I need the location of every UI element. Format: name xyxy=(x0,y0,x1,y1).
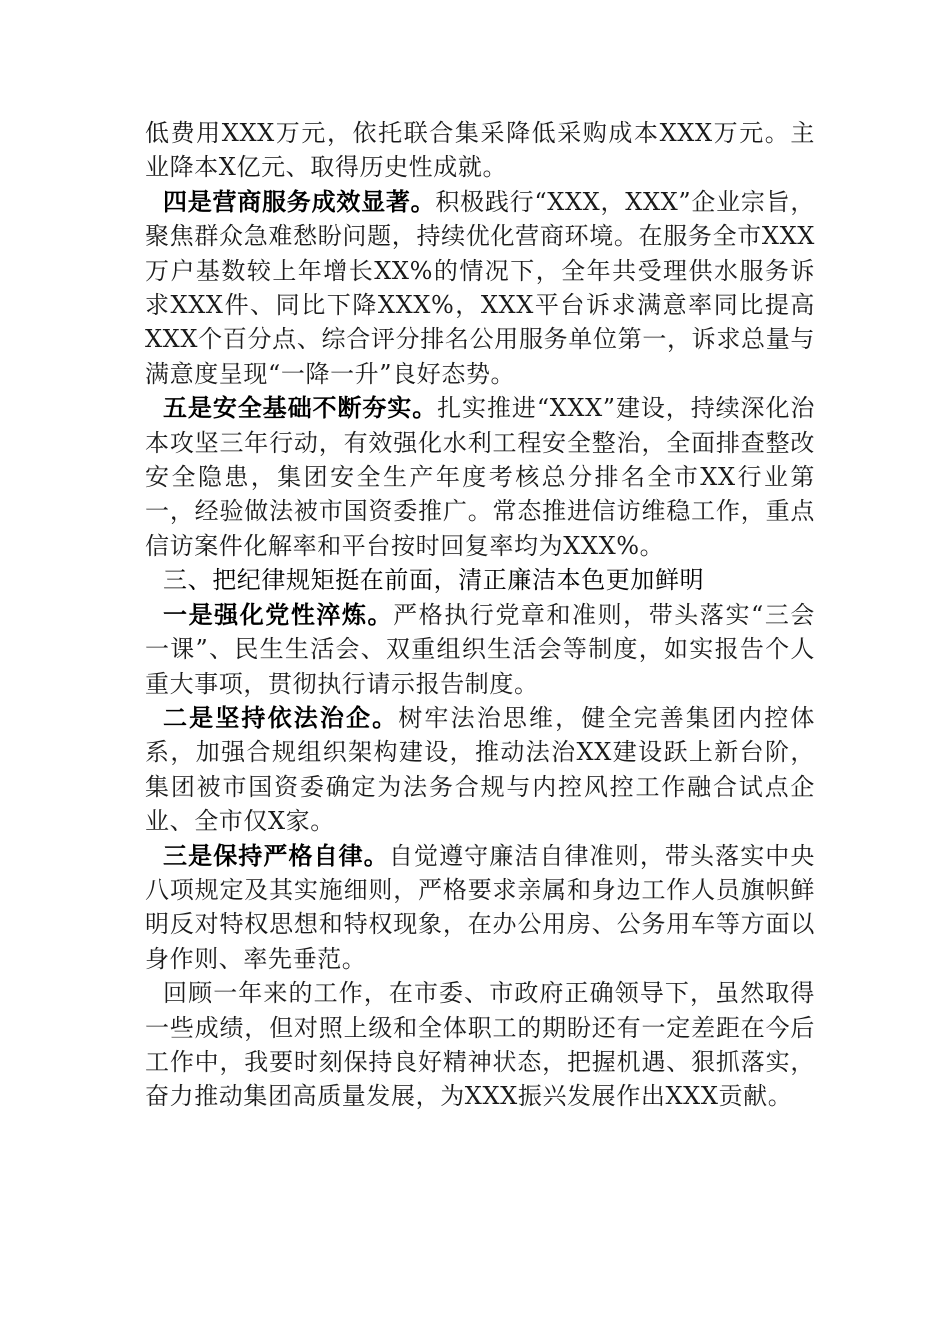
paragraph-lead: 三是保持严格自律。 xyxy=(163,840,389,870)
paragraph-self-discipline xyxy=(145,839,815,977)
paragraph-rule-of-law xyxy=(145,701,815,839)
paragraph-text: 自觉遵守廉洁自律准则，带头落实中央八项规定及其实施细则，严格要求亲属和身边工作人员旗帜鲜明反对特权思想和特权现象，在办公用房、公务用车等方面以身作则、率先垂范。 xyxy=(145,841,816,973)
section-heading xyxy=(145,563,815,597)
paragraph-conclusion xyxy=(145,976,815,1114)
paragraph-lead: 五是安全基础不断夯实。 xyxy=(163,393,438,423)
paragraph-lead: 四是营商服务成效显著。 xyxy=(163,186,436,216)
paragraph-text: 回顾一年来的工作，在市委、市政府正确领导下，虽然取得一些成绩，但对照上级和全体职工的期盼还有一定差距在今后工作中，我要时刻保持良好精神状态，把握机遇、狠抓落实，奋力推动集团高质量发展，为XXX振兴发展作出XXX贡献。 xyxy=(145,979,815,1111)
paragraph-text: 低费用XXX万元，依托联合集采降低采购成本XXX万元。主业降本X亿元、取得历史性成就。 xyxy=(145,119,815,182)
paragraph-party-spirit xyxy=(145,598,815,701)
paragraph-safety-foundation xyxy=(145,391,815,563)
paragraph-lead: 一是强化党性淬炼。 xyxy=(163,599,394,629)
paragraph-text: 积极践行“XXX，XXX”企业宗旨，聚焦群众急难愁盼问题，持续优化营商环境。在服务全市XXX万户基数较上年增长XX%的情况下，全年共受理供水服务诉求XXX件、同比下降XXX%，XXX平台诉求满意率同比提高XXX个百分点、综合评分排名公用服务单位第一，诉求总量与满意度呈现“一降一升”良好态势。 xyxy=(145,187,815,388)
paragraph-lead: 二是坚持依法治企。 xyxy=(163,702,399,732)
paragraph-text: 扎实推进“XXX”建设，持续深化治本攻坚三年行动，有效强化水利工程安全整治，全面排查整改安全隐患，集团安全生产年度考核总分排名全市XX行业第一，经验做法被市国资委推广。常态推进信访维稳工作，重点信访案件化解率和平台按时回复率均为XXX%。 xyxy=(145,394,815,560)
document-body xyxy=(145,116,815,1114)
paragraph-cost-reduction-continued xyxy=(145,116,815,185)
paragraph-text: 树牢法治思维，健全完善集团内控体系，加强合规组织架构建设，推动法治XX建设跃上新台阶，集团被市国资委确定为法务合规与内控风控工作融合试点企业、全市仅X家。 xyxy=(145,703,815,836)
section-heading-text: 三、把纪律规矩挺在前面，清正廉洁本色更加鲜明 xyxy=(163,566,705,595)
paragraph-text: 严格执行党章和准则，带头落实“三会一课”、民生生活会、双重组织生活会等制度，如实报告个人重大事项，贯彻执行请示报告制度。 xyxy=(145,600,816,698)
paragraph-business-service xyxy=(145,185,815,391)
